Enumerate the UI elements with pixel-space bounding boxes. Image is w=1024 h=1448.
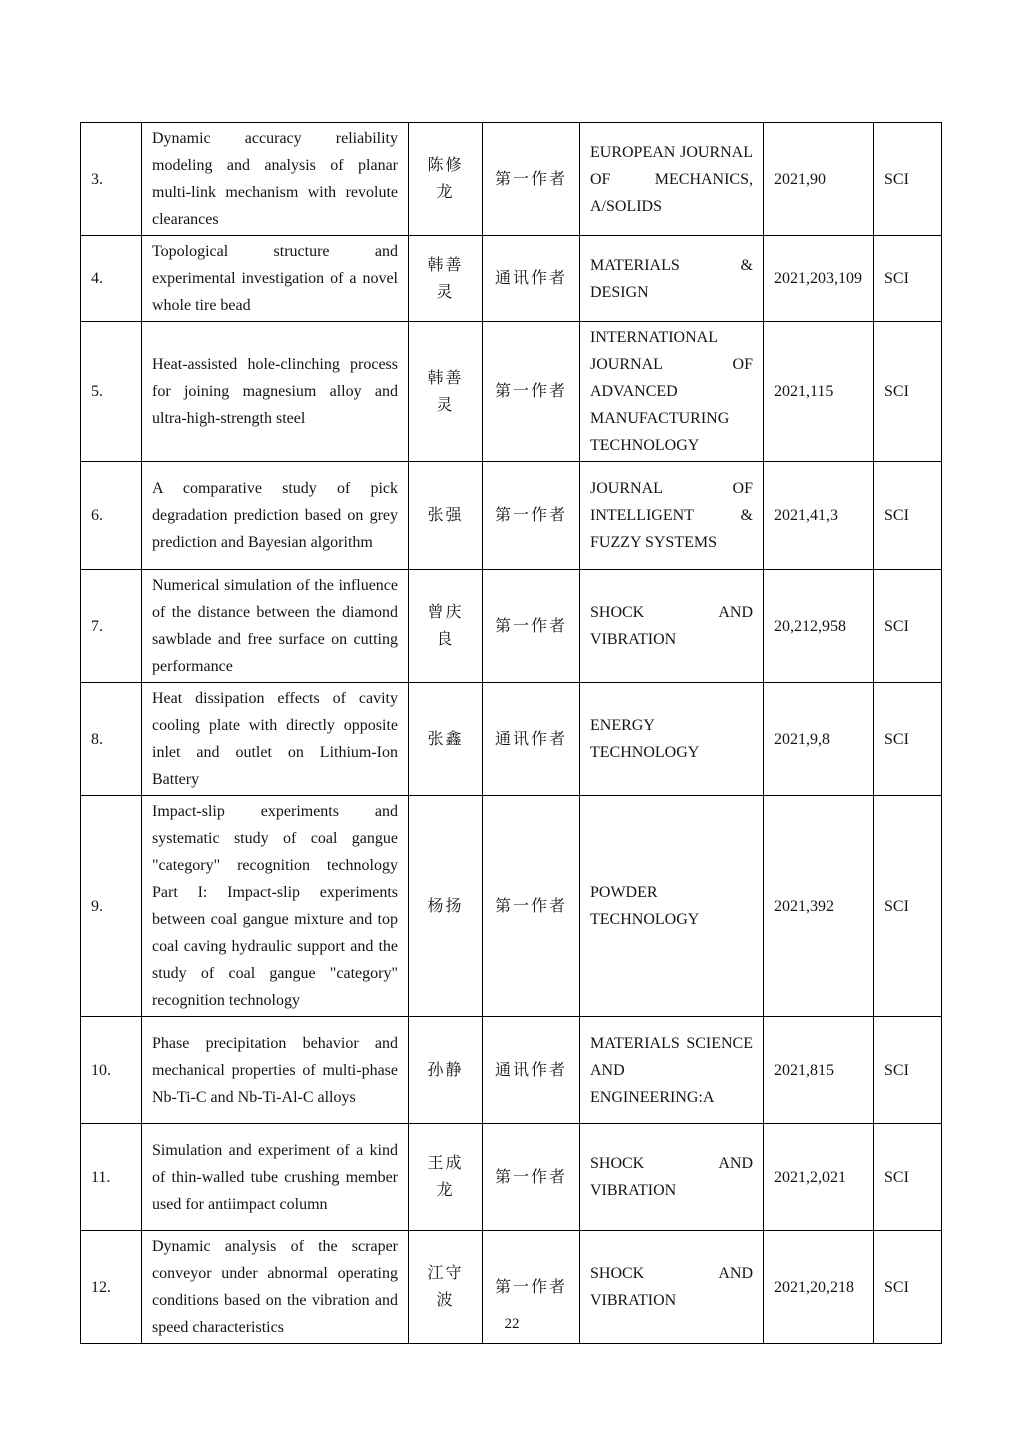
year-volume-cell: 2021,392 (764, 796, 874, 1017)
index-type-cell: SCI (874, 1231, 942, 1344)
publications-table (80, 122, 942, 1344)
year-volume-cell: 2021,2,021 (764, 1124, 874, 1231)
index-type-cell: SCI (874, 570, 942, 683)
year-volume-cell: 2021,9,8 (764, 683, 874, 796)
row-number-cell: 8. (81, 683, 142, 796)
table-row (81, 1017, 942, 1124)
paper-title-cell: Simulation and experiment of a kind of thin-walled tube crushing member used for antiimpact column (142, 1124, 409, 1231)
author-cell: 陈修龙 (409, 123, 483, 236)
row-number-cell: 9. (81, 796, 142, 1017)
author-cell: 张鑫 (409, 683, 483, 796)
year-volume-cell: 2021,115 (764, 322, 874, 462)
author-cell: 张强 (409, 462, 483, 570)
row-number-cell: 10. (81, 1017, 142, 1124)
journal-cell: SHOCK AND VIBRATION (580, 1231, 764, 1344)
year-volume-cell: 2021,203,109 (764, 236, 874, 322)
author-role-cell: 通讯作者 (483, 683, 580, 796)
author-role-cell: 第一作者 (483, 570, 580, 683)
index-type-cell: SCI (874, 1124, 942, 1231)
journal-cell: JOURNAL OF INTELLIGENT & FUZZY SYSTEMS (580, 462, 764, 570)
year-volume-cell: 2021,20,218 (764, 1231, 874, 1344)
paper-title-cell: Heat dissipation effects of cavity cooling plate with directly opposite inlet and outlet on Lithium-Ion Battery (142, 683, 409, 796)
author-cell: 江守波 (409, 1231, 483, 1344)
journal-cell: MATERIALS & DESIGN (580, 236, 764, 322)
row-number-cell: 6. (81, 462, 142, 570)
index-type-cell: SCI (874, 796, 942, 1017)
author-role-cell: 第一作者 (483, 796, 580, 1017)
paper-title-cell: Heat-assisted hole-clinching process for joining magnesium alloy and ultra-high-strength steel (142, 322, 409, 462)
paper-title-cell: Topological structure and experimental investigation of a novel whole tire bead (142, 236, 409, 322)
author-role-cell: 通讯作者 (483, 236, 580, 322)
row-number-cell: 12. (81, 1231, 142, 1344)
author-cell: 孙静 (409, 1017, 483, 1124)
journal-cell: POWDER TECHNOLOGY (580, 796, 764, 1017)
table-row (81, 570, 942, 683)
year-volume-cell: 2021,815 (764, 1017, 874, 1124)
journal-cell: SHOCK AND VIBRATION (580, 570, 764, 683)
journal-cell: MATERIALS SCIENCE AND ENGINEERING:A (580, 1017, 764, 1124)
journal-cell: INTERNATIONAL JOURNAL OF ADVANCED MANUFACTURING TECHNOLOGY (580, 322, 764, 462)
table-row (81, 322, 942, 462)
table-row (81, 683, 942, 796)
row-number-cell: 5. (81, 322, 142, 462)
index-type-cell: SCI (874, 1017, 942, 1124)
table-row (81, 236, 942, 322)
row-number-cell: 7. (81, 570, 142, 683)
table-row (81, 796, 942, 1017)
year-volume-cell: 20,212,958 (764, 570, 874, 683)
author-role-cell: 通讯作者 (483, 1017, 580, 1124)
index-type-cell: SCI (874, 123, 942, 236)
paper-title-cell: A comparative study of pick degradation prediction based on grey prediction and Bayesian algorithm (142, 462, 409, 570)
table-row (81, 1124, 942, 1231)
index-type-cell: SCI (874, 462, 942, 570)
author-role-cell: 第一作者 (483, 1124, 580, 1231)
table-row (81, 123, 942, 236)
row-number-cell: 3. (81, 123, 142, 236)
paper-title-cell: Impact-slip experiments and systematic study of coal gangue "category" recognition technology Part I: Impact-slip experiments between coal gangue mixture and top coal caving hydraulic support and the study of coal gangue "category" recognition technology (142, 796, 409, 1017)
paper-title-cell: Numerical simulation of the influence of the distance between the diamond sawblade and free surface on cutting performance (142, 570, 409, 683)
author-cell: 韩善灵 (409, 322, 483, 462)
paper-title-cell: Dynamic analysis of the scraper conveyor under abnormal operating conditions based on the vibration and speed characteristics (142, 1231, 409, 1344)
index-type-cell: SCI (874, 322, 942, 462)
year-volume-cell: 2021,90 (764, 123, 874, 236)
journal-cell: SHOCK AND VIBRATION (580, 1124, 764, 1231)
author-role-cell: 第一作者 (483, 322, 580, 462)
journal-cell: ENERGY TECHNOLOGY (580, 683, 764, 796)
author-cell: 曾庆良 (409, 570, 483, 683)
author-role-cell: 第一作者 (483, 462, 580, 570)
paper-title-cell: Dynamic accuracy reliability modeling and analysis of planar multi-link mechanism with revolute clearances (142, 123, 409, 236)
index-type-cell: SCI (874, 683, 942, 796)
page-number: 22 (504, 1316, 520, 1332)
author-role-cell: 第一作者 (483, 123, 580, 236)
table-row (81, 462, 942, 570)
author-cell: 韩善灵 (409, 236, 483, 322)
index-type-cell: SCI (874, 236, 942, 322)
row-number-cell: 4. (81, 236, 142, 322)
author-cell: 杨扬 (409, 796, 483, 1017)
author-role-cell: 第一作者 (483, 1231, 580, 1344)
row-number-cell: 11. (81, 1124, 142, 1231)
journal-cell: EUROPEAN JOURNAL OF MECHANICS, A/SOLIDS (580, 123, 764, 236)
paper-title-cell: Phase precipitation behavior and mechanical properties of multi-phase Nb-Ti-C and Nb-Ti-Al-C alloys (142, 1017, 409, 1124)
author-cell: 王成龙 (409, 1124, 483, 1231)
year-volume-cell: 2021,41,3 (764, 462, 874, 570)
